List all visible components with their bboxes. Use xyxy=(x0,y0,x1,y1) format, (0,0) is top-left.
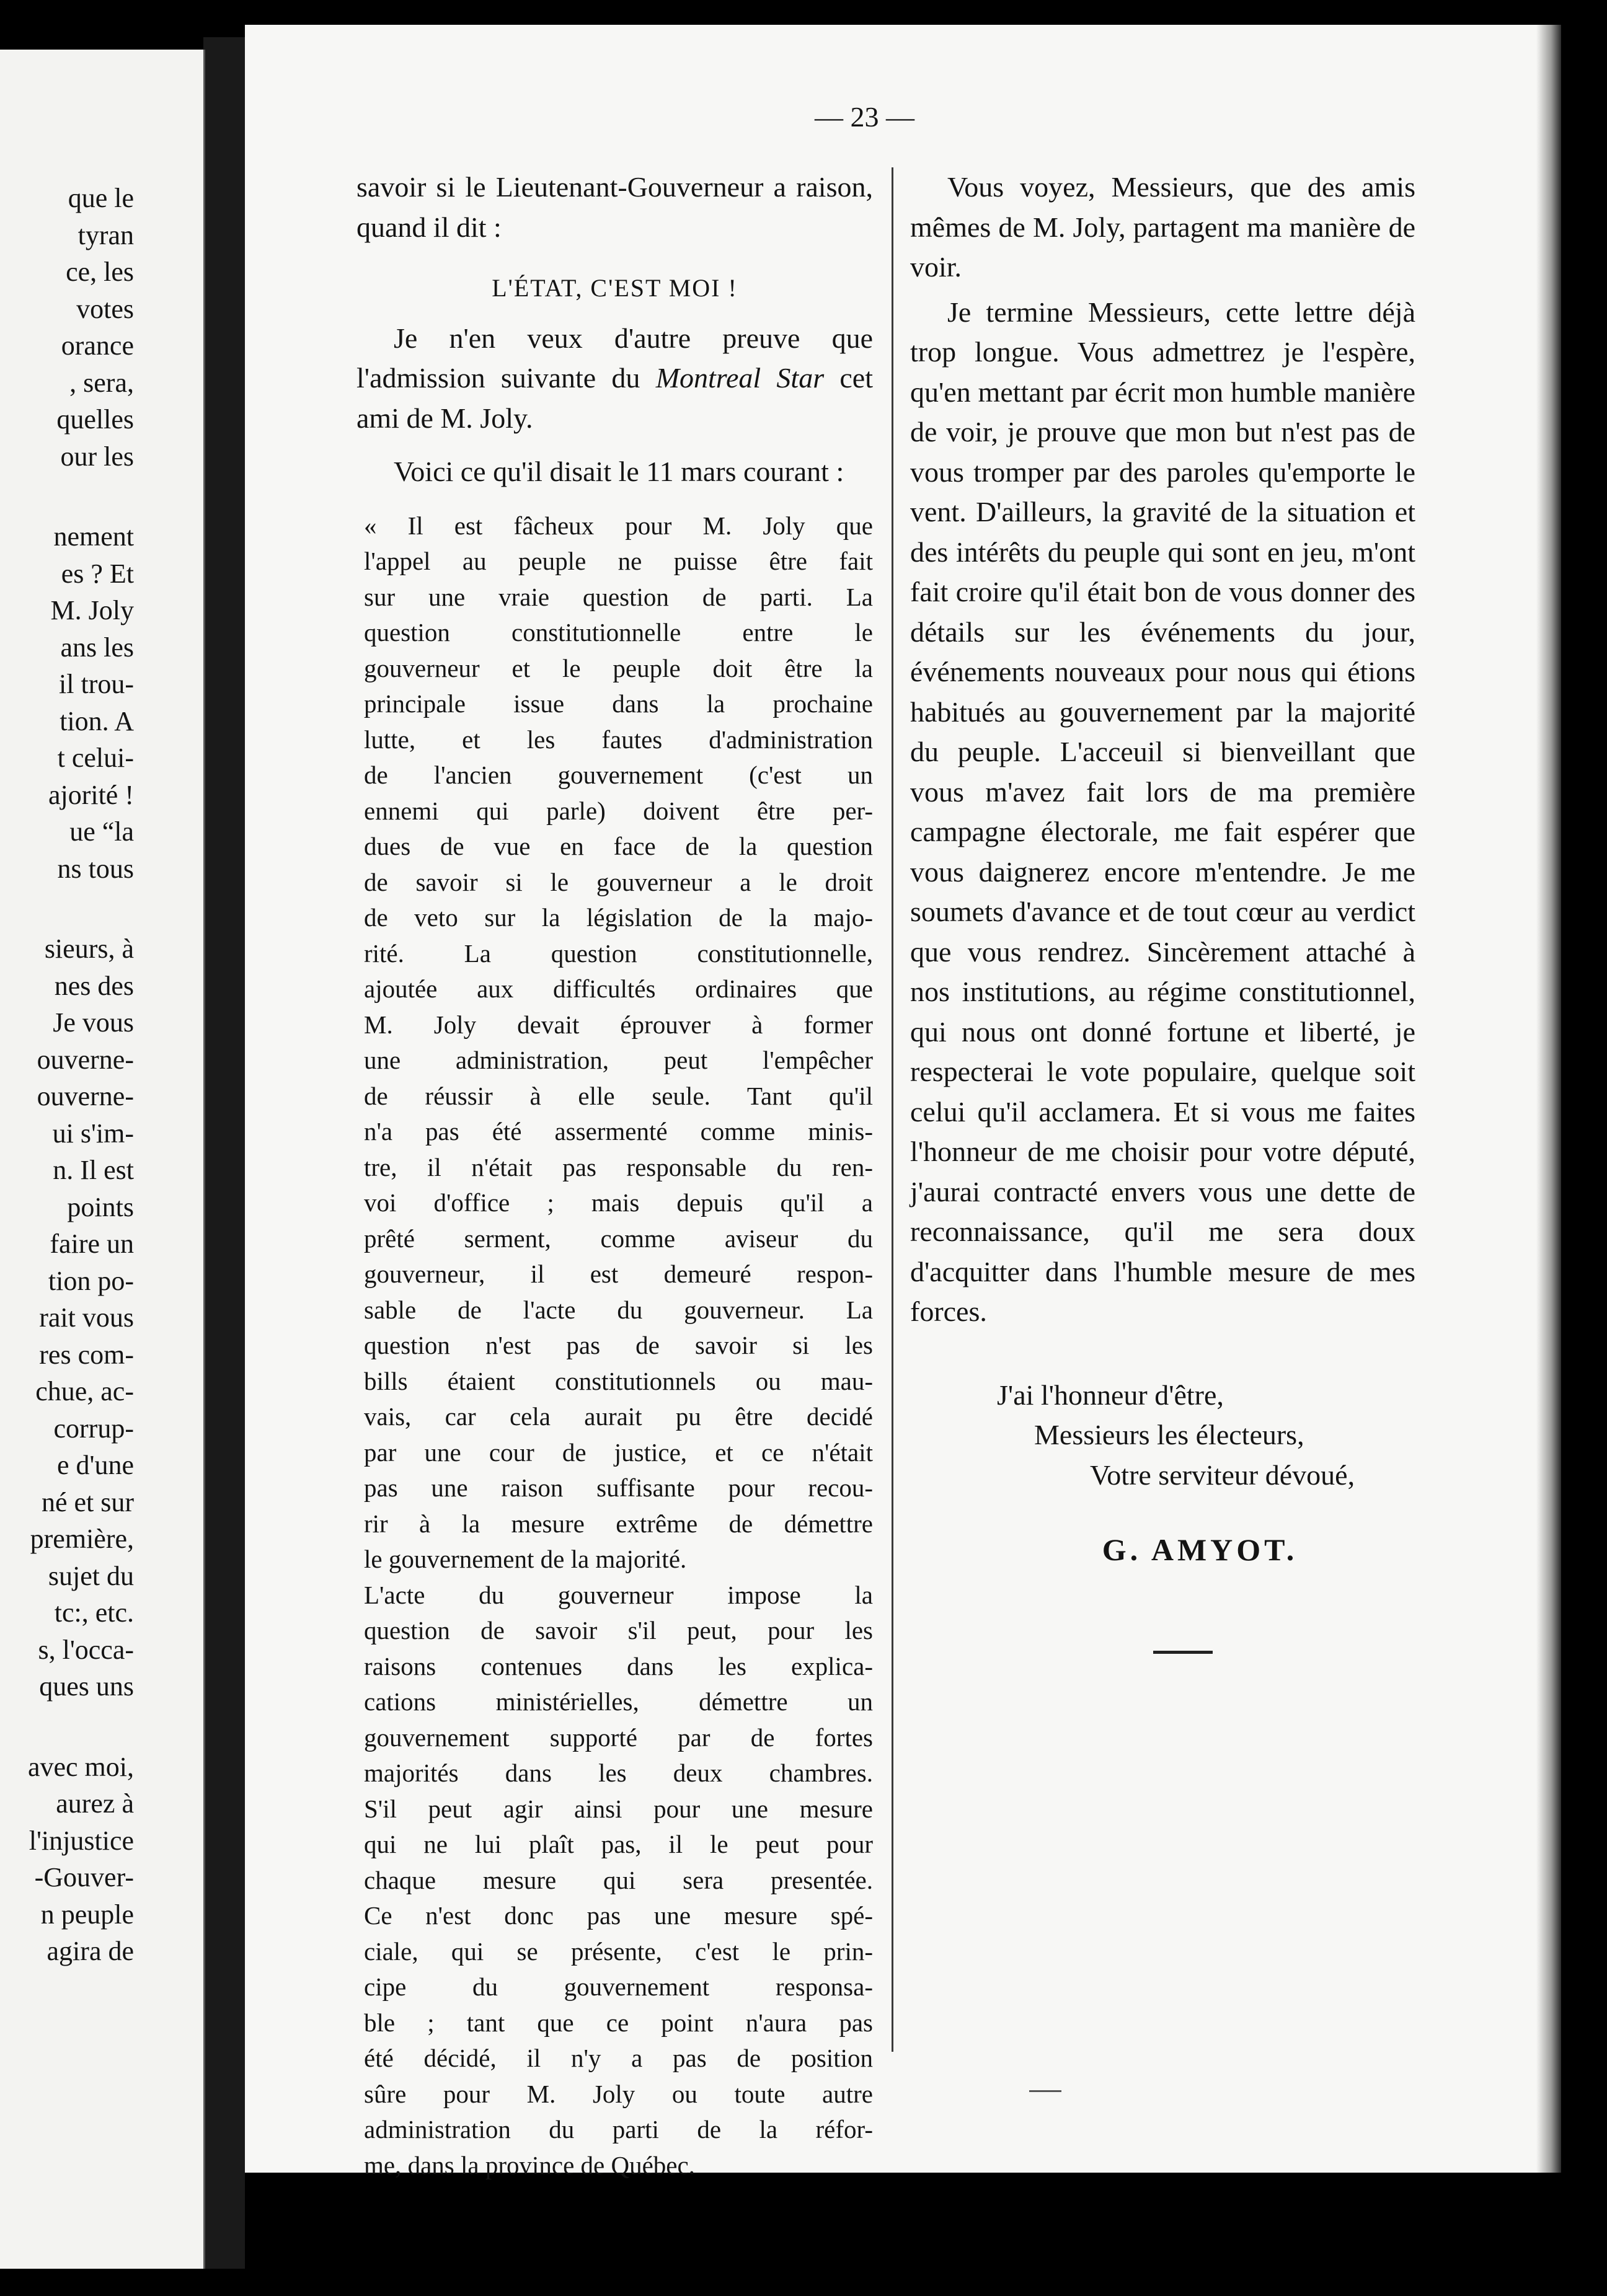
newspaper-name: Montreal Star xyxy=(655,362,825,394)
right-column xyxy=(910,167,1415,1654)
quote-line: chaque mesure qui sera presentée. xyxy=(364,1865,873,1894)
fragment-line: es ? Et xyxy=(61,558,134,589)
fragment-line: chue, ac- xyxy=(35,1376,134,1406)
quote-line: par une cour de justice, et ce n'était xyxy=(364,1437,873,1467)
quote-line: bills étaient constitutionnels ou mau- xyxy=(364,1366,873,1395)
fragment-line: ui s'im- xyxy=(52,1118,134,1149)
quote-line: ajoutée aux difficultés ordinaires que xyxy=(364,974,873,1003)
fragment-line: -Gouver- xyxy=(34,1862,134,1892)
fragment-line: t celui- xyxy=(57,743,134,773)
evidence-paragraph xyxy=(356,319,873,439)
closing-letter-paragraph: Je termine Messieurs, cette lettre déjà trop longue. Vous admettrez je l'espère, qu'en mettant par écrit mon humble manière de voir, je prouve que mon but n'est pas de vous tromper par des paroles qu'emporte le vent. D'ailleurs, la gravité de la situation et des intérêts du peuple qui sont en jeu, m'ont fait croire qu'il était bon de vous donner des détails sur les événements du jour, événements nouveaux pour nous qui étions habitués au gouvernement par la majorité du peuple. L'acceuil si bienveillant que vous m'avez fait lors de ma première campagne électorale, me fait espérer que vous daignerez encore m'entendre. Je me soumets d'avance et de tout cœur au verdict que vous rendrez. Sincèrement attaché à nos institutions, au régime constitutionnel, qui nous ont donné fortune et liberté, je respecterai le vote populaire, quelque soit celui qu'il acclamera. Et si vous me faites l'honneur de me choisir pour votre député, j'aurai contracté envers vous une dette de reconnaissance, qu'il me sera doux d'acquitter dans l'humble mesure de mes forces. xyxy=(910,296,1415,1327)
fragment-line: e d'une xyxy=(57,1450,134,1480)
quote-line: Ce n'est donc pas une mesure spé- xyxy=(364,1901,873,1930)
quote-line: le gouvernement de la majorité. xyxy=(364,1545,687,1573)
friends-paragraph: Vous voyez, Messieurs, que des amis mêmes de M. Joly, partagent ma manière de voir. xyxy=(910,171,1415,283)
fragment-line: il trou- xyxy=(59,669,134,699)
previous-page-edge xyxy=(0,50,205,2269)
quote-line: gouverneur et le peuple doit être la xyxy=(364,653,873,682)
fragment-line: ouverne- xyxy=(37,1081,134,1111)
quote-line: administration du parti de la réfor- xyxy=(364,2115,873,2144)
quote-line: de réussir à elle seule. Tant qu'il xyxy=(364,1081,873,1110)
fragment-line: aurez à xyxy=(56,1788,134,1819)
quote-line: vais, car cela aurait pu être decidé xyxy=(364,1402,873,1431)
quote-line: sable de l'acte du gouverneur. La xyxy=(364,1295,873,1324)
signature: G. AMYOT. xyxy=(1102,1532,1298,1567)
quote-line: l'appel au peuple ne puisse être fait xyxy=(364,547,873,575)
fragment-line: rait vous xyxy=(39,1302,134,1333)
quote-line: gouverneur, il est demeuré respon- xyxy=(364,1260,873,1288)
quote-line: raisons contenues dans les explica- xyxy=(364,1651,873,1680)
fragment-line: avec moi, xyxy=(27,1751,134,1782)
fragment-line: que le xyxy=(68,183,134,213)
quote-line: « Il est fâcheux pour M. Joly que xyxy=(364,511,873,540)
fragment-line: ajorité ! xyxy=(48,779,134,810)
fragment-line: , sera, xyxy=(69,367,134,398)
fragment-line: ques uns xyxy=(39,1671,134,1702)
quote-line: une administration, peut l'empêcher xyxy=(364,1046,873,1074)
quote-line: L'acte du gouverneur impose la xyxy=(364,1580,873,1609)
quote-line: été décidé, il n'y a pas de position xyxy=(364,2044,873,2072)
fragment-line xyxy=(0,887,134,930)
fragment-line: n. Il est xyxy=(53,1155,134,1185)
left-column xyxy=(356,167,873,2183)
fragment-line xyxy=(0,1705,134,1749)
fragment-line: ue “la xyxy=(69,816,134,847)
quote-line: gouvernement supporté par de fortes xyxy=(364,1723,873,1752)
fragment-line: res com- xyxy=(39,1339,134,1370)
fragment-line: nes des xyxy=(54,970,134,1001)
quote-line: sûre pour M. Joly ou toute autre xyxy=(364,2079,873,2108)
fragment-line: sujet du xyxy=(48,1560,134,1591)
fragment-line: M. Joly xyxy=(50,595,134,625)
fragment-line: Je vous xyxy=(53,1007,134,1038)
intro-paragraph: savoir si le Lieutenant-Gouverneur a raison, quand il dit : xyxy=(356,171,873,243)
quote-line: pas une raison suffisante pour recou- xyxy=(364,1473,873,1502)
quote-line: ennemi qui parle) doivent être per- xyxy=(364,796,873,825)
quote-line: tre, il n'était pas responsable du ren- xyxy=(364,1152,873,1181)
column-divider xyxy=(892,167,893,2052)
fragment-line: tion. A xyxy=(60,705,134,736)
quote-line: question de savoir s'il peut, pour les xyxy=(364,1616,873,1645)
fragment-line: faire un xyxy=(50,1229,134,1259)
quote-line: principale issue dans la prochaine xyxy=(364,689,873,718)
salutation-line-1: J'ai l'honneur d'être, xyxy=(997,1379,1224,1411)
fragment-line: ans les xyxy=(60,632,134,663)
quote-line: de savoir si le gouverneur a le droit xyxy=(364,867,873,896)
quote-line: question n'est pas de savoir si les xyxy=(364,1331,873,1359)
fragment-line: nement xyxy=(53,521,134,552)
quote-line: M. Joly devait éprouver à former xyxy=(364,1010,873,1039)
quote-line: rité. La question constitutionnelle, xyxy=(364,938,873,968)
fragment-line: s, l'occa- xyxy=(38,1634,134,1665)
quote-line: prêté serment, comme aviseur du xyxy=(364,1224,873,1253)
fragment-line: points xyxy=(67,1191,134,1222)
salutation-line-3: Votre serviteur dévoué, xyxy=(1090,1459,1355,1491)
quote-line: ble ; tant que ce point n'aura pas xyxy=(364,2008,873,2037)
fragment-line: ce, les xyxy=(66,257,134,287)
quote-line: sur une vraie question de parti. La xyxy=(364,582,873,611)
quote-line: rir à la mesure extrême de démettre xyxy=(364,1509,873,1538)
fragment-line: né et sur xyxy=(41,1486,134,1517)
quote-line: voi d'office ; mais depuis qu'il a xyxy=(364,1188,873,1217)
fragment-line: tc:, etc. xyxy=(54,1597,134,1628)
newspaper-quote xyxy=(364,508,873,2184)
fragment-line: ouverne- xyxy=(37,1044,134,1075)
quote-line: lutte, et les fautes d'administration xyxy=(364,725,873,754)
fragment-line: tion po- xyxy=(48,1265,134,1296)
fragment-line: n peuple xyxy=(40,1899,134,1930)
salutation-line-2: Messieurs les électeurs, xyxy=(1034,1419,1304,1450)
quote-line: cations ministérielles, démettre un xyxy=(364,1687,873,1716)
fragment-line: l'injustice xyxy=(29,1825,134,1856)
fragment-line: agira de xyxy=(46,1936,134,1966)
quote-line: de veto sur la législation de la majo- xyxy=(364,903,873,932)
fragment-line: ns tous xyxy=(57,853,134,884)
quote-line: S'il peut agir ainsi pour une mesure xyxy=(364,1794,873,1823)
evidence-text-before: Je n'en veux d'autre preuve que l'admission suivante du xyxy=(356,322,873,394)
fragment-line: orance xyxy=(61,330,134,361)
end-rule xyxy=(1153,1651,1213,1654)
page-number: — 23 — xyxy=(815,101,914,133)
quote-line: majorités dans les deux chambres. xyxy=(364,1759,873,1787)
quote-line: qui ne lui plaît pas, il le peut pour xyxy=(364,1830,873,1858)
citation-intro: Voici ce qu'il disait le 11 mars courant : xyxy=(394,456,844,487)
bottom-dash xyxy=(1029,2090,1061,2092)
previous-page-text-fragments xyxy=(0,180,134,1970)
gutter-shadow xyxy=(203,37,245,2269)
quote-heading: L'ÉTAT, C'EST MOI ! xyxy=(492,274,738,302)
fragment-line: première, xyxy=(30,1524,134,1554)
quote-line: ciale, qui se présente, c'est le prin- xyxy=(364,1936,873,1966)
fragment-line: corrup- xyxy=(53,1413,134,1444)
quote-line: de l'ancien gouvernement (c'est un xyxy=(364,761,873,789)
quote-line: cipe du gouvernement responsa- xyxy=(364,1972,873,2001)
page-edge-shadow xyxy=(1536,25,1561,2173)
quote-line: me, dans la province de Québec. xyxy=(364,2150,695,2179)
quote-line: n'a pas été assermenté comme minis- xyxy=(364,1117,873,1146)
fragment-line: sieurs, à xyxy=(44,934,134,964)
evidence-text-after: cet ami de M. Joly. xyxy=(356,362,873,434)
fragment-line: votes xyxy=(76,293,134,324)
fragment-line: quelles xyxy=(56,404,134,435)
fragment-line xyxy=(0,475,134,518)
quote-line: question constitutionnelle entre le xyxy=(364,618,873,647)
fragment-line: our les xyxy=(60,441,134,472)
fragment-line: tyran xyxy=(77,219,134,250)
quote-line: dues de vue en face de la question xyxy=(364,832,873,860)
